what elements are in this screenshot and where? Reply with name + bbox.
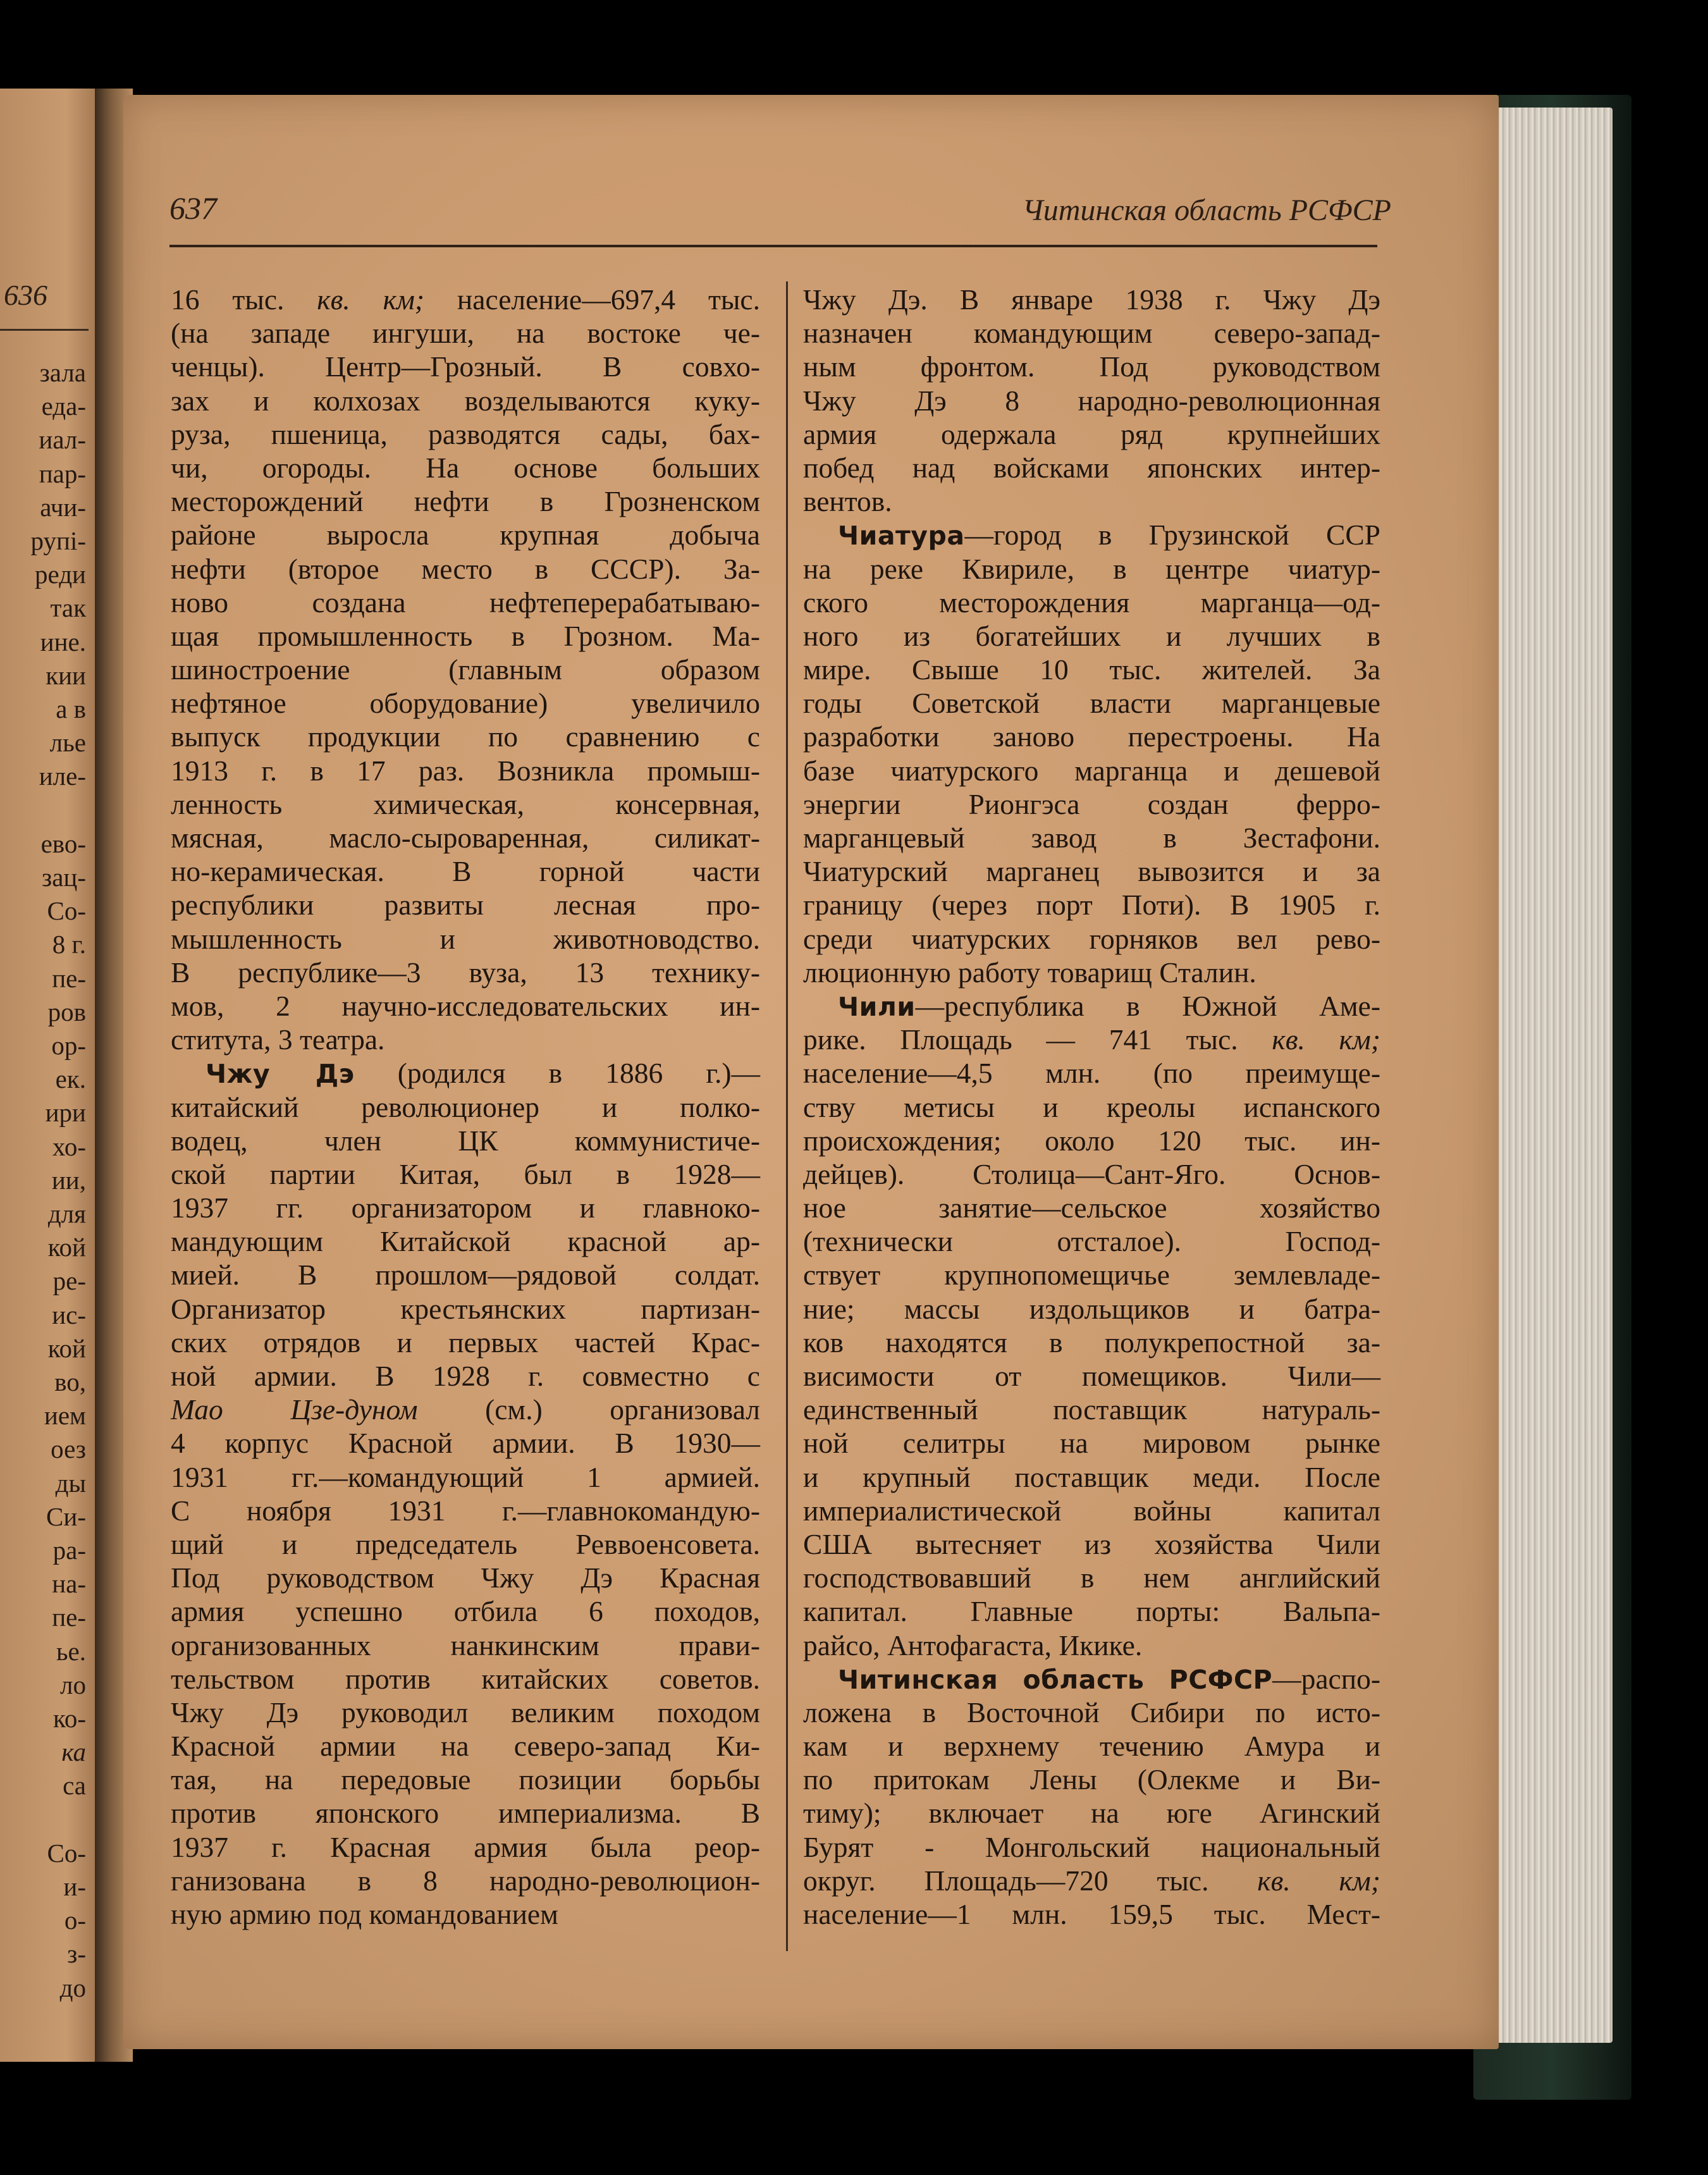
previous-page-fragment: ре-	[52, 1266, 86, 1296]
previous-page-fragment: ии,	[51, 1165, 86, 1195]
previous-page-fragment: са	[63, 1771, 86, 1801]
right-column-text-line: марганцевый завод в Зестафони.	[803, 822, 1380, 854]
left-column-text-line: щий и председатель Реввоенсовета.	[171, 1527, 760, 1560]
left-column-text-line: районе выросла крупная добыча	[171, 519, 760, 551]
left-column-text-line: щая промышленность в Грозном. Ма-	[171, 619, 760, 652]
right-column	[803, 283, 1380, 1931]
previous-page-fragment: ис-	[52, 1300, 86, 1329]
left-column-text-line: ганизована в 8 народно-революцион-	[171, 1864, 760, 1897]
right-column-text-line: и крупный поставщик меди. После	[803, 1460, 1380, 1493]
right-column-text-line: среди чиатурских горняков вел рево-	[803, 922, 1380, 955]
previous-page-fragment: ье.	[56, 1636, 86, 1666]
right-column-text-line: кам и верхнему течению Амура и	[803, 1730, 1380, 1763]
right-column-text-line: Чиатура—город в Грузинской ССР	[838, 519, 1380, 551]
right-column-text-line: мире. Свыше 10 тыс. жителей. За	[803, 653, 1380, 686]
right-column-text-line: Чиатурский марганец вывозится и за	[803, 855, 1380, 888]
left-column-text-line: 1937 гг. организатором и главноко-	[171, 1192, 760, 1224]
right-column-text-line: ного из богатейших и лучших в	[803, 619, 1380, 652]
previous-page-fragment: лье	[49, 728, 86, 758]
left-column-text-line: 1913 г. в 17 раз. Возникла промыш-	[171, 754, 760, 787]
right-column-text-line: ложена в Восточной Сибири по исто-	[803, 1696, 1380, 1728]
left-column-text-line: нефти (второе место в СССР). За-	[171, 552, 760, 585]
left-column-text-line: ленность химическая, консервная,	[171, 787, 760, 820]
left-column-text-line: руза, пшеница, разводятся сады, бах-	[171, 417, 760, 450]
right-column-text-line: население—4,5 млн. (по преимуще-	[803, 1057, 1380, 1090]
left-column-text-line: месторождений нефти в Грозненском	[171, 485, 760, 518]
previous-page-fragment: кии	[46, 660, 86, 690]
right-column-text-line: Чжу Дэ 8 народно-революционная	[803, 384, 1380, 417]
left-column-text-line: ских отрядов и первых частей Крас-	[171, 1326, 760, 1359]
left-column-text-line: Организатор крестьянских партизан-	[171, 1292, 760, 1325]
entry-headword: Чиатура	[838, 521, 965, 551]
left-column-text-line: 4 корпус Красной армии. В 1930—	[171, 1427, 760, 1460]
left-column-text-line: чи, огороды. На основе больших	[171, 451, 760, 484]
previous-page-fragment: ачи-	[40, 492, 86, 522]
right-column-text-line: на реке Квириле, в центре чиатур-	[803, 552, 1380, 585]
italic-text: кв. км;	[1272, 1023, 1380, 1056]
previous-page-fragment: во,	[54, 1367, 86, 1396]
left-column-text-line: армия успешно отбила 6 походов,	[171, 1595, 760, 1628]
previous-page-sliver	[0, 89, 95, 2062]
previous-page-fragment: ор-	[51, 1031, 86, 1060]
previous-page-fragment: ири	[45, 1098, 86, 1128]
entry-headword: Чжу Дэ	[206, 1059, 355, 1090]
previous-page-fragment: иле-	[39, 761, 86, 791]
previous-page-fragment: ко-	[53, 1704, 86, 1733]
right-column-text-line: Бурят - Монгольский национальный	[803, 1830, 1380, 1863]
left-column-text-line: мандующим Китайской красной ар-	[171, 1225, 760, 1258]
right-column-text-line: люционную работу товарищ Сталин.	[803, 956, 1256, 989]
left-column-text-line: шиностроение (главным образом	[171, 653, 760, 686]
right-column-text-line: ние; массы издольщиков и батра-	[803, 1292, 1380, 1325]
previous-page-fragment: пар-	[39, 459, 86, 488]
left-column-text-line: ной армии. В 1928 г. совместно с	[171, 1360, 760, 1392]
page-edges	[1480, 108, 1613, 2043]
page-number: 637	[169, 190, 217, 226]
right-column-text-line: ной селитры на мировом рынке	[803, 1427, 1380, 1460]
entry-headword: Чили	[838, 991, 916, 1022]
right-column-text-line: господствовавший в нем английский	[803, 1562, 1380, 1594]
left-column-text-line: ново создана нефтеперерабатываю-	[171, 586, 760, 619]
previous-page-fragment: зала	[39, 358, 86, 387]
right-column-text-line: энергии Рионгэса создан ферро-	[803, 787, 1380, 820]
previous-page-fragment: реди	[35, 560, 86, 589]
running-head: Читинская область РСФСР	[1022, 194, 1391, 227]
column-rule	[786, 281, 788, 1951]
left-column-text-line: мясная, масло-сыроваренная, силикат-	[171, 822, 760, 854]
left-column-text-line: С ноября 1931 г.—главнокомандую-	[171, 1494, 760, 1527]
previous-page-fragment: хо-	[52, 1131, 86, 1161]
right-column-text-line: годы Советской власти марганцевые	[803, 687, 1380, 720]
right-column-text-line: ского месторождения марганца—од-	[803, 586, 1380, 619]
right-column-text-line: (технически отсталое). Господ-	[803, 1225, 1380, 1258]
italic-text: кв. км;	[317, 283, 425, 316]
previous-page-fragment: ек.	[55, 1064, 86, 1094]
left-column-text-line: мией. В прошлом—рядовой солдат.	[171, 1259, 760, 1291]
right-column-text-line: империалистической войны капитал	[803, 1494, 1380, 1527]
previous-page-fragment: ло	[60, 1670, 86, 1699]
previous-page-rule	[0, 329, 89, 331]
right-column-text-line: границу (через порт Поти). В 1905 г.	[803, 889, 1380, 921]
right-column-text-line: вентов.	[803, 485, 892, 518]
previous-page-fragment: так	[50, 593, 86, 623]
left-column-text-line: Под руководством Чжу Дэ Красная	[171, 1562, 760, 1594]
right-column-text-line: округ. Площадь—720 тыс. кв. км;	[803, 1864, 1380, 1897]
previous-page-fragment: Си-	[46, 1501, 86, 1531]
previous-page-fragment: ров	[47, 997, 86, 1026]
italic-text: кв. км;	[1257, 1864, 1380, 1897]
left-column-text-line: против японского империализма. В	[171, 1797, 760, 1830]
entry-headword: Читинская область РСФСР	[838, 1664, 1273, 1695]
previous-page-fragment: пе-	[52, 1603, 86, 1632]
right-column-text-line: райсо, Антофагаста, Икике.	[803, 1629, 1143, 1661]
previous-page-number: 636	[4, 279, 47, 311]
left-column-text-line: но-керамическая. В горной части	[171, 855, 760, 888]
previous-page-fragment: 8 г.	[52, 930, 86, 959]
left-column-text-line: тельством против китайских советов.	[171, 1662, 760, 1695]
right-column-text-line: армия одержала ряд крупнейших	[803, 417, 1380, 450]
previous-page-fragment: пе-	[52, 963, 86, 993]
left-column-text-line: мов, 2 научно-исследовательских ин-	[171, 989, 760, 1022]
left-column	[171, 283, 760, 1931]
previous-page-fragment: иал-	[39, 425, 86, 455]
previous-page-fragment: до	[59, 1973, 86, 2002]
left-column-text-line: китайский революционер и полко-	[171, 1090, 760, 1123]
previous-page-fragment: Со-	[47, 1838, 86, 1868]
right-column-text-line: США вытесняет из хозяйства Чили	[803, 1527, 1380, 1560]
previous-page-fragment: ием	[44, 1401, 86, 1431]
left-column-text-line: тая, на передовые позиции борьбы	[171, 1763, 760, 1796]
italic-text: Мао Цзе-дуном	[171, 1393, 418, 1426]
left-column-text-line: нефтяное оборудование) увеличило	[171, 687, 760, 720]
right-column-text-line: капитал. Главные порты: Вальпа-	[803, 1595, 1380, 1628]
left-column-text-line: ститута, 3 театра.	[171, 1023, 385, 1056]
right-column-text-line: дейцев). Столица—Сант-Яго. Основ-	[803, 1157, 1380, 1190]
previous-page-fragment: зац-	[42, 863, 86, 892]
left-column-text-line: республики развиты лесная про-	[171, 889, 760, 921]
left-column-text-line: выпуск продукции по сравнению с	[171, 720, 760, 753]
previous-page-fragment: а в	[56, 694, 86, 724]
right-column-text-line: разработки заново перестроены. На	[803, 720, 1380, 753]
left-column-text-line: зах и колхозах возделываются куку-	[171, 384, 760, 417]
left-column-text-line: Красной армии на северо-запад Ки-	[171, 1730, 760, 1763]
left-column-text-line: (на западе ингуши, на востоке че-	[171, 317, 760, 350]
right-column-text-line: ное занятие—сельское хозяйство	[803, 1192, 1380, 1224]
previous-page-fragment: на-	[52, 1569, 86, 1599]
previous-page-fragment: Со-	[47, 896, 86, 926]
right-column-text-line: единственный поставщик натураль-	[803, 1393, 1380, 1426]
previous-page-fragment: ево-	[40, 829, 86, 858]
left-column-text-line: ченцы). Центр—Грозный. В совхо-	[171, 350, 760, 383]
right-column-text-line: ным фронтом. Под руководством	[803, 350, 1380, 383]
left-column-text-line: мышленность и животноводство.	[171, 922, 760, 955]
left-column-text-line: Чжу Дэ (родился в 1886 г.)—	[206, 1057, 760, 1090]
right-column-text-line: базе чиатурского марганца и дешевой	[803, 754, 1380, 787]
left-column-text-line: В республике—3 вуза, 13 техникy-	[171, 956, 760, 989]
right-column-text-line: висимости от помещиков. Чили—	[803, 1360, 1380, 1392]
previous-page-fragment: о-	[64, 1906, 86, 1935]
previous-page-fragment: ине.	[40, 627, 86, 656]
previous-page-fragment: з-	[67, 1939, 86, 1969]
previous-page-fragment: ра-	[52, 1536, 86, 1565]
left-column-text-line: 16 тыс. кв. км; население—697,4 тыс.	[171, 283, 760, 316]
right-column-text-line: побед над войсками японских интер-	[803, 451, 1380, 484]
previous-page-fragment: ка	[61, 1737, 86, 1767]
right-column-text-line: Чжу Дэ. В январе 1938 г. Чжу Дэ	[803, 283, 1380, 316]
right-column-text-line: ствует крупнопомещичье землевладе-	[803, 1259, 1380, 1291]
right-column-text-line: тиму); включает на юге Агинский	[803, 1797, 1380, 1830]
previous-page-fragment: и-	[63, 1872, 86, 1901]
right-column-text-line: Чили—республика в Южной Аме-	[838, 989, 1380, 1022]
header-rule	[169, 245, 1377, 247]
right-column-text-line: происхождения; около 120 тыс. ин-	[803, 1124, 1380, 1157]
previous-page-fragment: ды	[55, 1468, 86, 1498]
right-column-text-line: рике. Площадь — 741 тыс. кв. км;	[803, 1023, 1380, 1056]
previous-page-fragment: еда-	[41, 391, 86, 421]
previous-page-fragment: рупі-	[30, 526, 86, 555]
left-column-text-line: 1931 гг.—командующий 1 армией.	[171, 1460, 760, 1493]
previous-page-fragment: кой	[47, 1333, 86, 1363]
left-column-text-line: ской партии Китая, был в 1928—	[171, 1157, 760, 1190]
left-column-text-line: организованных нанкинским прави-	[171, 1629, 760, 1661]
previous-page-fragment: оез	[51, 1434, 86, 1464]
right-column-text-line: назначен командующим северо-запад-	[803, 317, 1380, 350]
left-column-text-line: ную армию под командованием	[171, 1898, 558, 1930]
previous-page-fragment: кой	[47, 1233, 86, 1262]
left-column-text-line: водец, член ЦК коммунистиче-	[171, 1124, 760, 1157]
right-column-text-line: Читинская область РСФСР—распо-	[838, 1662, 1380, 1695]
left-column-text-line: 1937 г. Красная армия была реор-	[171, 1830, 760, 1863]
right-column-text-line: ков находятся в полукрепостной за-	[803, 1326, 1380, 1359]
left-column-text-line: Чжу Дэ руководил великим походом	[171, 1696, 760, 1728]
previous-page-fragment: для	[47, 1199, 86, 1228]
left-column-text-line: Мао Цзе-дуном (см.) организовал	[171, 1393, 760, 1426]
right-column-text-line: ству метисы и креолы испанского	[803, 1090, 1380, 1123]
right-column-text-line: по притокам Лены (Олекме и Ви-	[803, 1763, 1380, 1796]
right-column-text-line: население—1 млн. 159,5 тыс. Мест-	[803, 1898, 1380, 1930]
